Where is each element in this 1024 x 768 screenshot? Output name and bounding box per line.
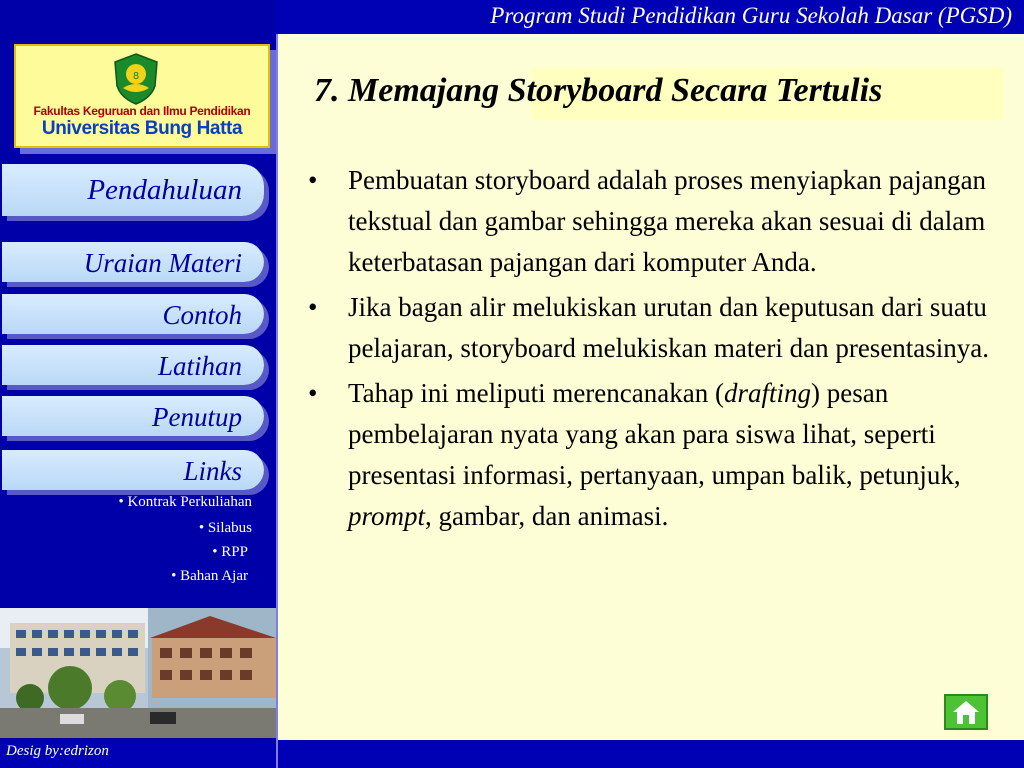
nav-latihan-button[interactable]: Latihan xyxy=(2,345,264,385)
bullet-dot: • xyxy=(308,292,318,322)
bullet-text: Jika bagan alir melukiskan urutan dan keputusan dari suatu pelajaran, storyboard melukiskan materi dan presentasinya. xyxy=(348,292,990,363)
slide-title: 7. Memajang Storyboard Secara Tertulis xyxy=(314,72,883,109)
bullet-text-part: , gambar, dan animasi. xyxy=(425,501,669,531)
home-button[interactable] xyxy=(944,694,988,730)
bottom-bar-divider xyxy=(276,740,278,768)
campus-photo xyxy=(0,608,276,738)
link-bahan-ajar[interactable]: • Bahan Ajar xyxy=(171,568,248,584)
bullet-item xyxy=(306,373,1006,537)
home-icon xyxy=(946,696,986,728)
bullet-italic-term: prompt xyxy=(348,501,426,531)
link-rpp[interactable]: • RPP xyxy=(212,544,248,560)
nav-penutup-button[interactable]: Penutup xyxy=(2,396,264,436)
bullet-text: Pembuatan storyboard adalah proses menyiapkan pajangan tekstual dan gambar sehingga mereka akan sesuai di dalam keterbatasan pajangan dari komputer Anda. xyxy=(348,165,987,277)
top-bar-left xyxy=(0,0,276,34)
bullet-item xyxy=(306,160,1006,283)
svg-text:8: 8 xyxy=(132,71,140,82)
slide-heading xyxy=(296,68,1004,120)
bullet-italic-term: drafting xyxy=(723,378,811,408)
top-bar xyxy=(0,0,1024,34)
university-name: Universitas Bung Hatta xyxy=(41,118,243,139)
bullet-text-part: Tahap ini meliputi merencanakan ( xyxy=(348,378,724,408)
program-title: Program Studi Pendidikan Guru Sekolah Dasar (PGSD) xyxy=(490,3,1012,28)
nav-uraian-materi-button[interactable]: Uraian Materi xyxy=(2,242,264,282)
bullet-text-part: ) pesan pembelajaran nyata yang akan para siswa lihat, seperti presentasi informasi, pertanyaan, umpan balik, petunjuk, xyxy=(348,378,961,490)
designer-credit: Desig by:edrizon xyxy=(6,743,109,759)
bottom-bar xyxy=(0,740,1024,768)
link-kontrak-perkuliahan[interactable]: • Kontrak Perkuliahan xyxy=(118,494,252,510)
university-emblem-icon xyxy=(111,52,161,106)
faculty-name: Fakultas Keguruan dan Ilmu Pendidikan xyxy=(33,104,251,118)
bullet-dot: • xyxy=(308,378,318,408)
bullet-dot: • xyxy=(308,165,318,195)
university-logo xyxy=(14,44,270,148)
campus-buildings-image xyxy=(0,608,276,738)
nav-pendahuluan-button[interactable]: Pendahuluan xyxy=(2,164,264,216)
sidebar-divider xyxy=(276,34,278,740)
bullet-item xyxy=(306,287,1006,369)
nav-contoh-button[interactable]: Contoh xyxy=(2,294,264,334)
slide-content xyxy=(306,160,1006,541)
link-silabus[interactable]: • Silabus xyxy=(198,520,252,536)
nav-links-button[interactable]: Links xyxy=(2,450,264,490)
